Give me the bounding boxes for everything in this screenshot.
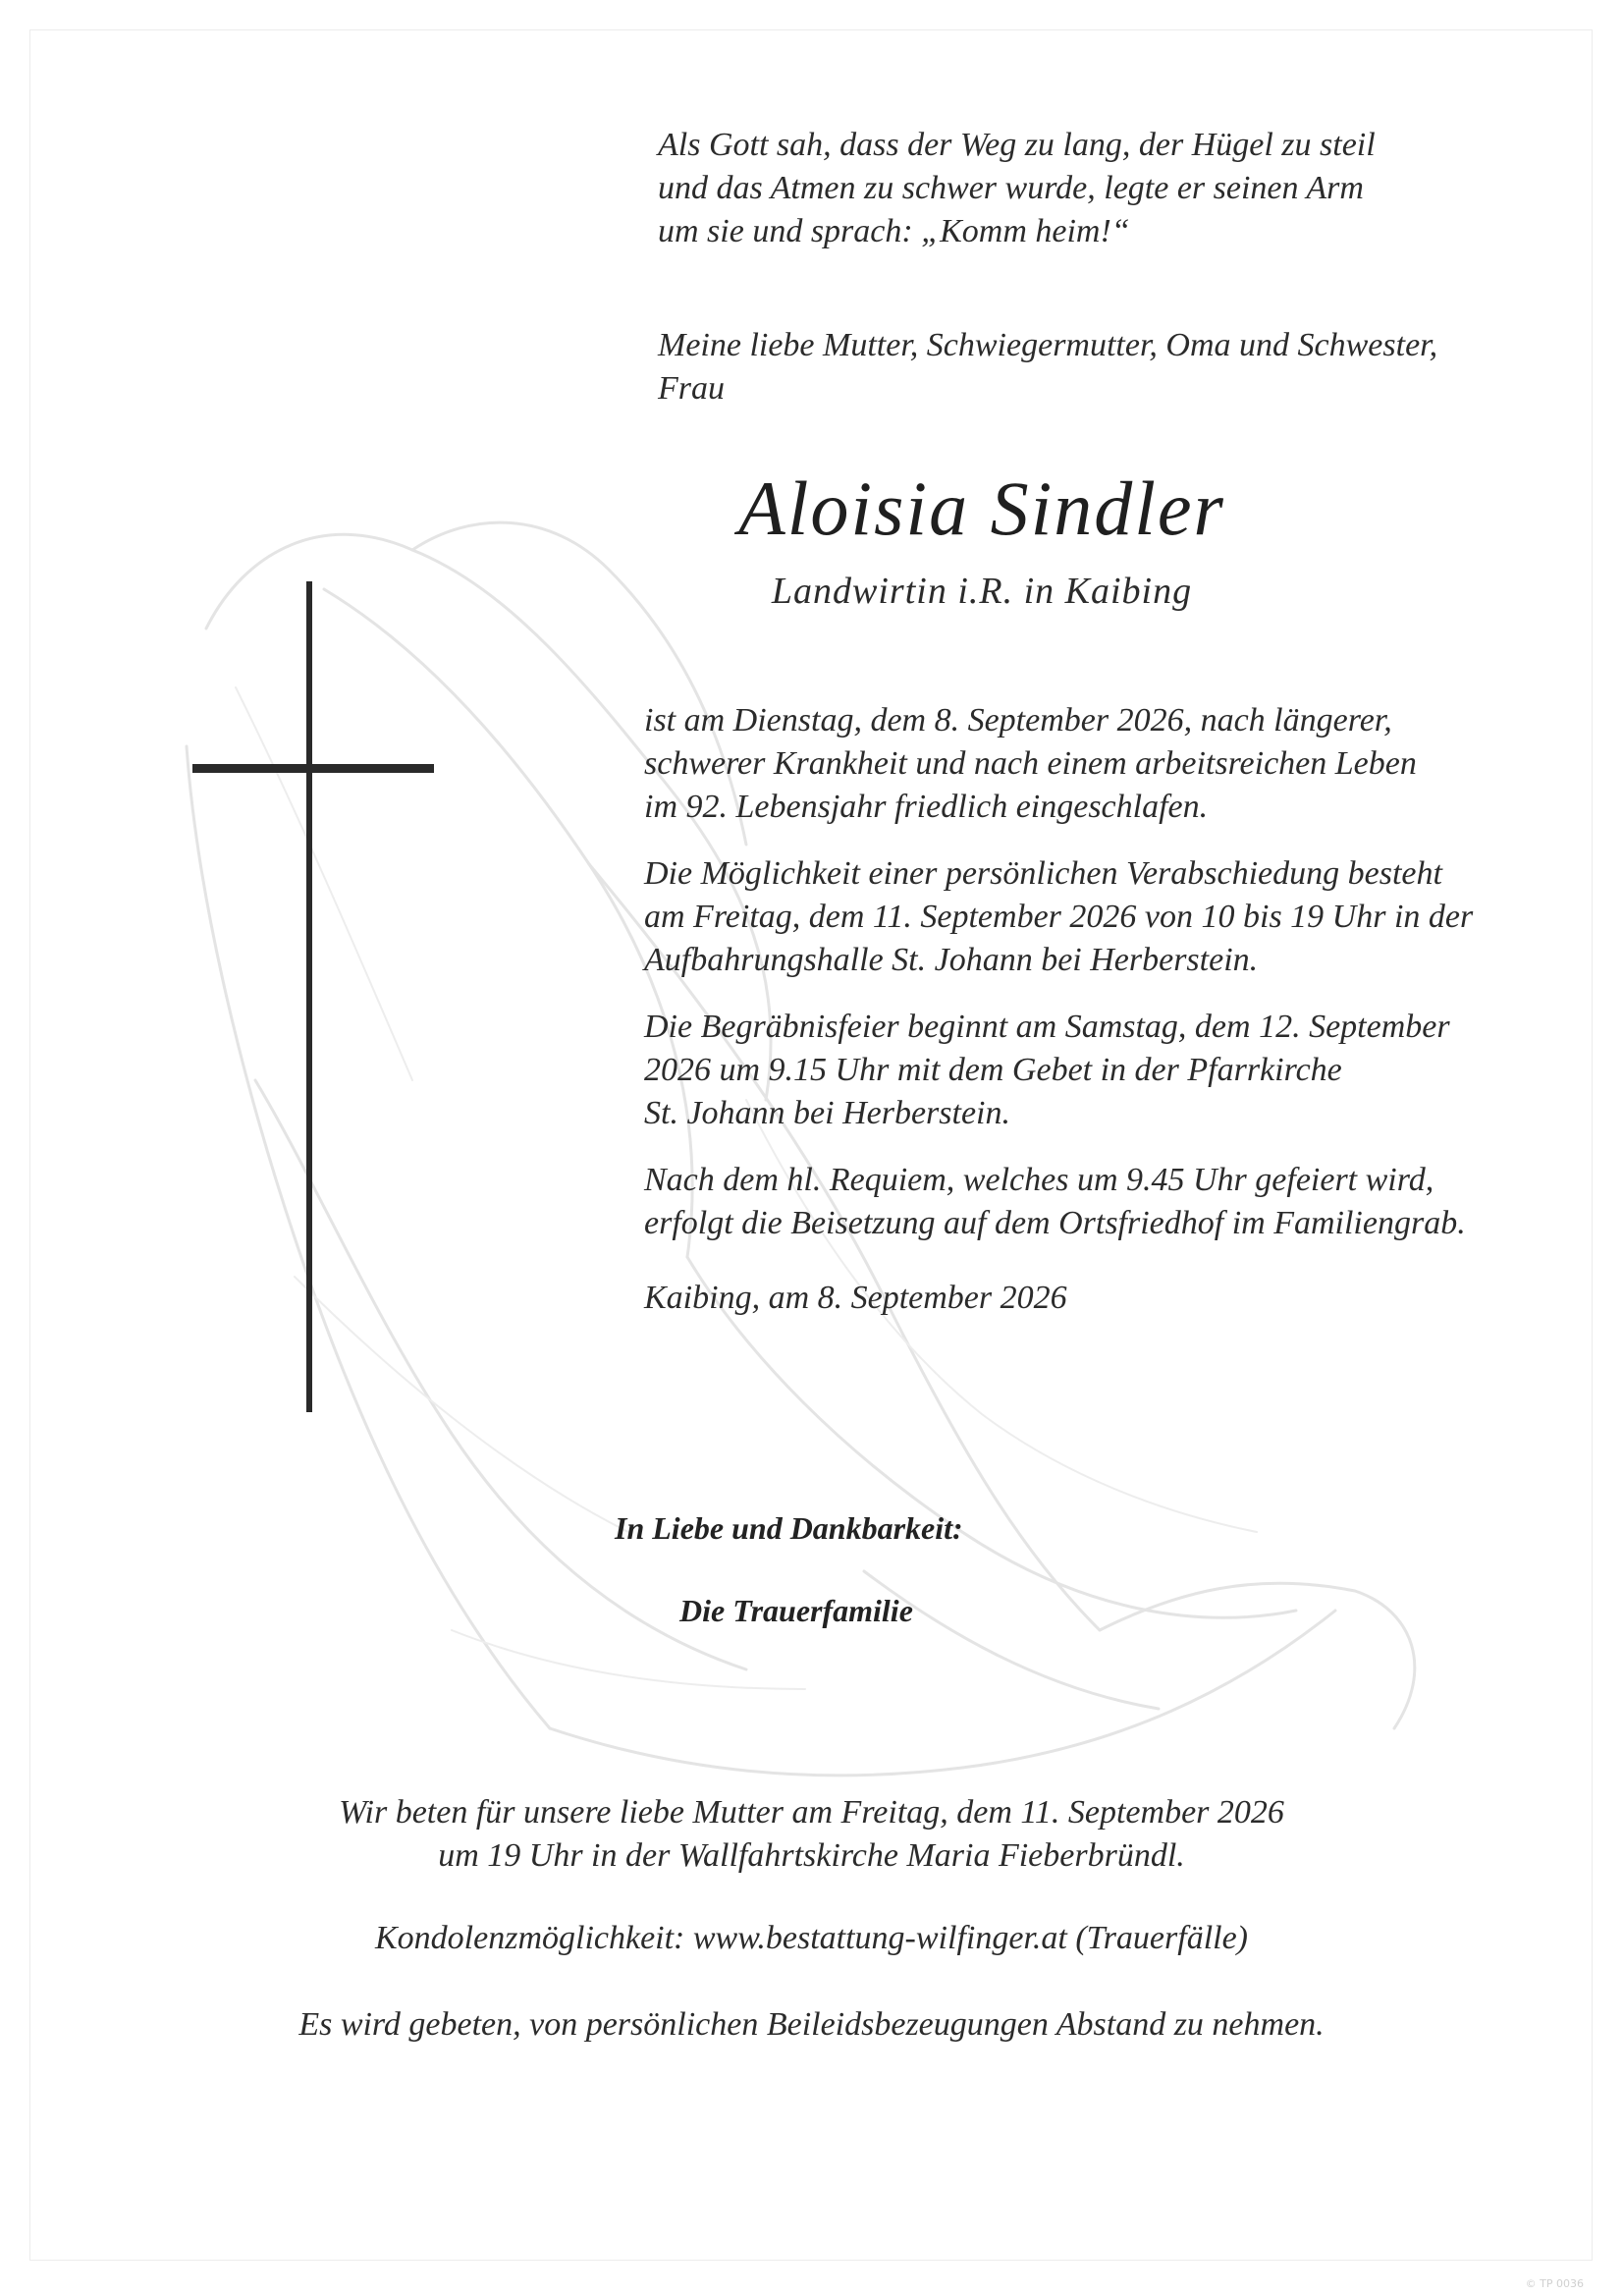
deceased-occupation: Landwirtin i.R. in Kaibing bbox=[771, 571, 1193, 612]
paragraph-death: ist am Dienstag, dem 8. September 2026, nach längerer, schwerer Krankheit und nach einem arbeitsreichen Leben im 92. Lebensjahr friedlich eingeschlafen. bbox=[644, 702, 1417, 825]
paragraph-farewell: Die Möglichkeit einer persönlichen Verabschiedung besteht am Freitag, dem 11. September 2026 von 10 bis 19 Uhr in der Aufbahrungshalle St. Johann bei Herberstein. bbox=[644, 855, 1474, 978]
cross-vertical-beam bbox=[306, 581, 312, 1412]
motto: Als Gott sah, dass der Weg zu lang, der Hügel zu steil und das Atmen zu schwer wurde, legte er seinen Arm um sie und sprach: „Komm heim!“ bbox=[658, 127, 1376, 249]
print-mark: © TP 0036 bbox=[1525, 2277, 1584, 2290]
footer-condolence: Kondolenzmöglichkeit: www.bestattung-wilfinger.at (Trauerfälle) bbox=[375, 1920, 1248, 1956]
place-date: Kaibing, am 8. September 2026 bbox=[644, 1280, 1067, 1316]
paragraph-burial: Nach dem hl. Requiem, welches um 9.45 Uhr gefeiert wird, erfolgt die Beisetzung auf dem Ortsfriedhof im Familiengrab. bbox=[644, 1162, 1466, 1241]
closing-love: In Liebe und Dankbarkeit: bbox=[615, 1510, 963, 1546]
footer-request: Es wird gebeten, von persönlichen Beileidsbezeugungen Abstand zu nehmen. bbox=[298, 2006, 1325, 2043]
footer-prayer: Wir beten für unsere liebe Mutter am Freitag, dem 11. September 2026 um 19 Uhr in der Wallfahrtskirche Maria Fieberbründl. bbox=[339, 1794, 1284, 1874]
cross-horizontal-beam bbox=[192, 764, 434, 773]
closing-family: Die Trauerfamilie bbox=[679, 1593, 913, 1628]
intro: Meine liebe Mutter, Schwiegermutter, Oma und Schwester, Frau bbox=[658, 327, 1438, 407]
paragraph-funeral: Die Begräbnisfeier beginnt am Samstag, dem 12. September 2026 um 9.15 Uhr mit dem Gebet in der Pfarrkirche St. Johann bei Herberstein. bbox=[644, 1009, 1450, 1131]
deceased-name: Aloisia Sindler bbox=[738, 465, 1225, 551]
